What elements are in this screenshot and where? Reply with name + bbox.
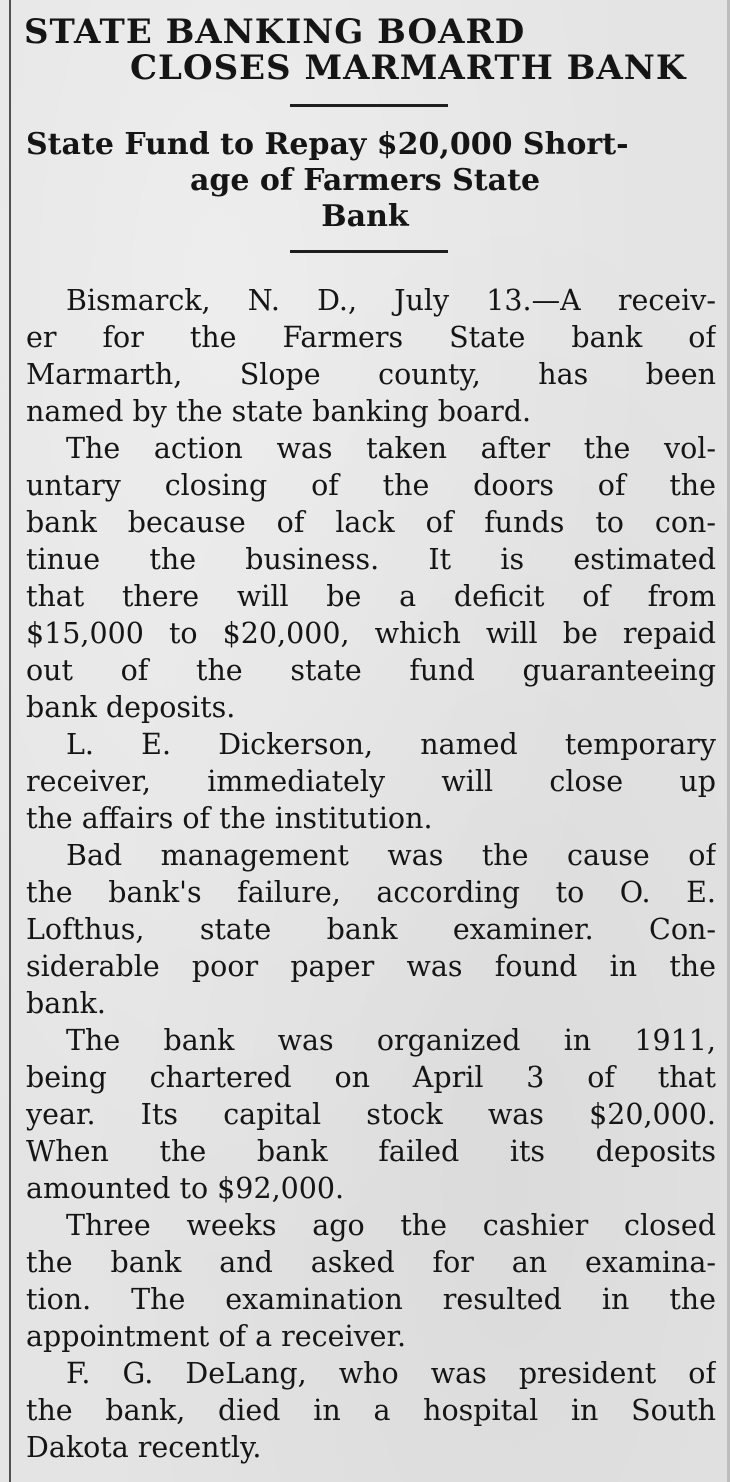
- article-body: [26, 282, 716, 1466]
- deck-line-3: Bank: [321, 199, 409, 234]
- article-line: Dakota recently.: [26, 1431, 262, 1464]
- article-line: bank.: [26, 987, 106, 1020]
- article-line: out of the state fund guaranteeing: [26, 654, 716, 687]
- deck-divider: [290, 250, 448, 253]
- article-line: L. E. Dickerson, named temporary: [66, 728, 716, 761]
- article-line: er for the Farmers State bank of: [26, 321, 716, 354]
- headline-line-1: STATE BANKING BOARD: [24, 12, 526, 52]
- article-line: F. G. DeLang, who was president of: [66, 1357, 716, 1390]
- article-line: the bank and asked for an examina-: [26, 1246, 716, 1279]
- article-line: appointment of a receiver.: [26, 1320, 407, 1353]
- article-line: Three weeks ago the cashier closed: [66, 1209, 716, 1242]
- article-line: The action was taken after the vol-: [66, 432, 716, 465]
- article-line: the bank, died in a hospital in South: [26, 1394, 716, 1427]
- article-line: amounted to $92,000.: [26, 1172, 345, 1205]
- article-line: that there will be a deficit of from: [26, 580, 716, 613]
- article-line: named by the state banking board.: [26, 395, 532, 428]
- article-line: bank because of lack of funds to con-: [26, 506, 716, 539]
- article-line: bank deposits.: [26, 691, 236, 724]
- article-line: receiver, immediately will close up: [26, 765, 716, 798]
- article-line: Marmarth, Slope county, has been: [26, 358, 716, 391]
- article-line: Lofthus, state bank examiner. Con-: [26, 913, 716, 946]
- article-line: untary closing of the doors of the: [26, 469, 716, 502]
- headline-line-2: CLOSES MARMARTH BANK: [130, 48, 687, 88]
- article-line: being chartered on April 3 of that: [26, 1061, 716, 1094]
- deck-line-2: age of Farmers State: [189, 163, 541, 198]
- article-line: The bank was organized in 1911,: [66, 1024, 716, 1057]
- article-line: the affairs of the institution.: [26, 802, 433, 835]
- article-line: When the bank failed its deposits: [26, 1135, 716, 1168]
- article-line: siderable poor paper was found in the: [26, 950, 716, 983]
- article-line: year. Its capital stock was $20,000.: [26, 1098, 716, 1131]
- article-line: Bismarck, N. D., July 13.—A receiv-: [66, 284, 716, 317]
- article-line: the bank's failure, according to O. E.: [26, 876, 716, 909]
- article-line: tinue the business. It is estimated: [26, 543, 716, 576]
- article-line: tion. The examination resulted in the: [26, 1283, 716, 1316]
- article-line: $15,000 to $20,000, which will be repaid: [26, 617, 716, 650]
- article-line: Bad management was the cause of: [66, 839, 716, 872]
- deck-line-1: State Fund to Repay $20,000 Short-: [26, 127, 629, 162]
- headline-divider: [290, 104, 448, 107]
